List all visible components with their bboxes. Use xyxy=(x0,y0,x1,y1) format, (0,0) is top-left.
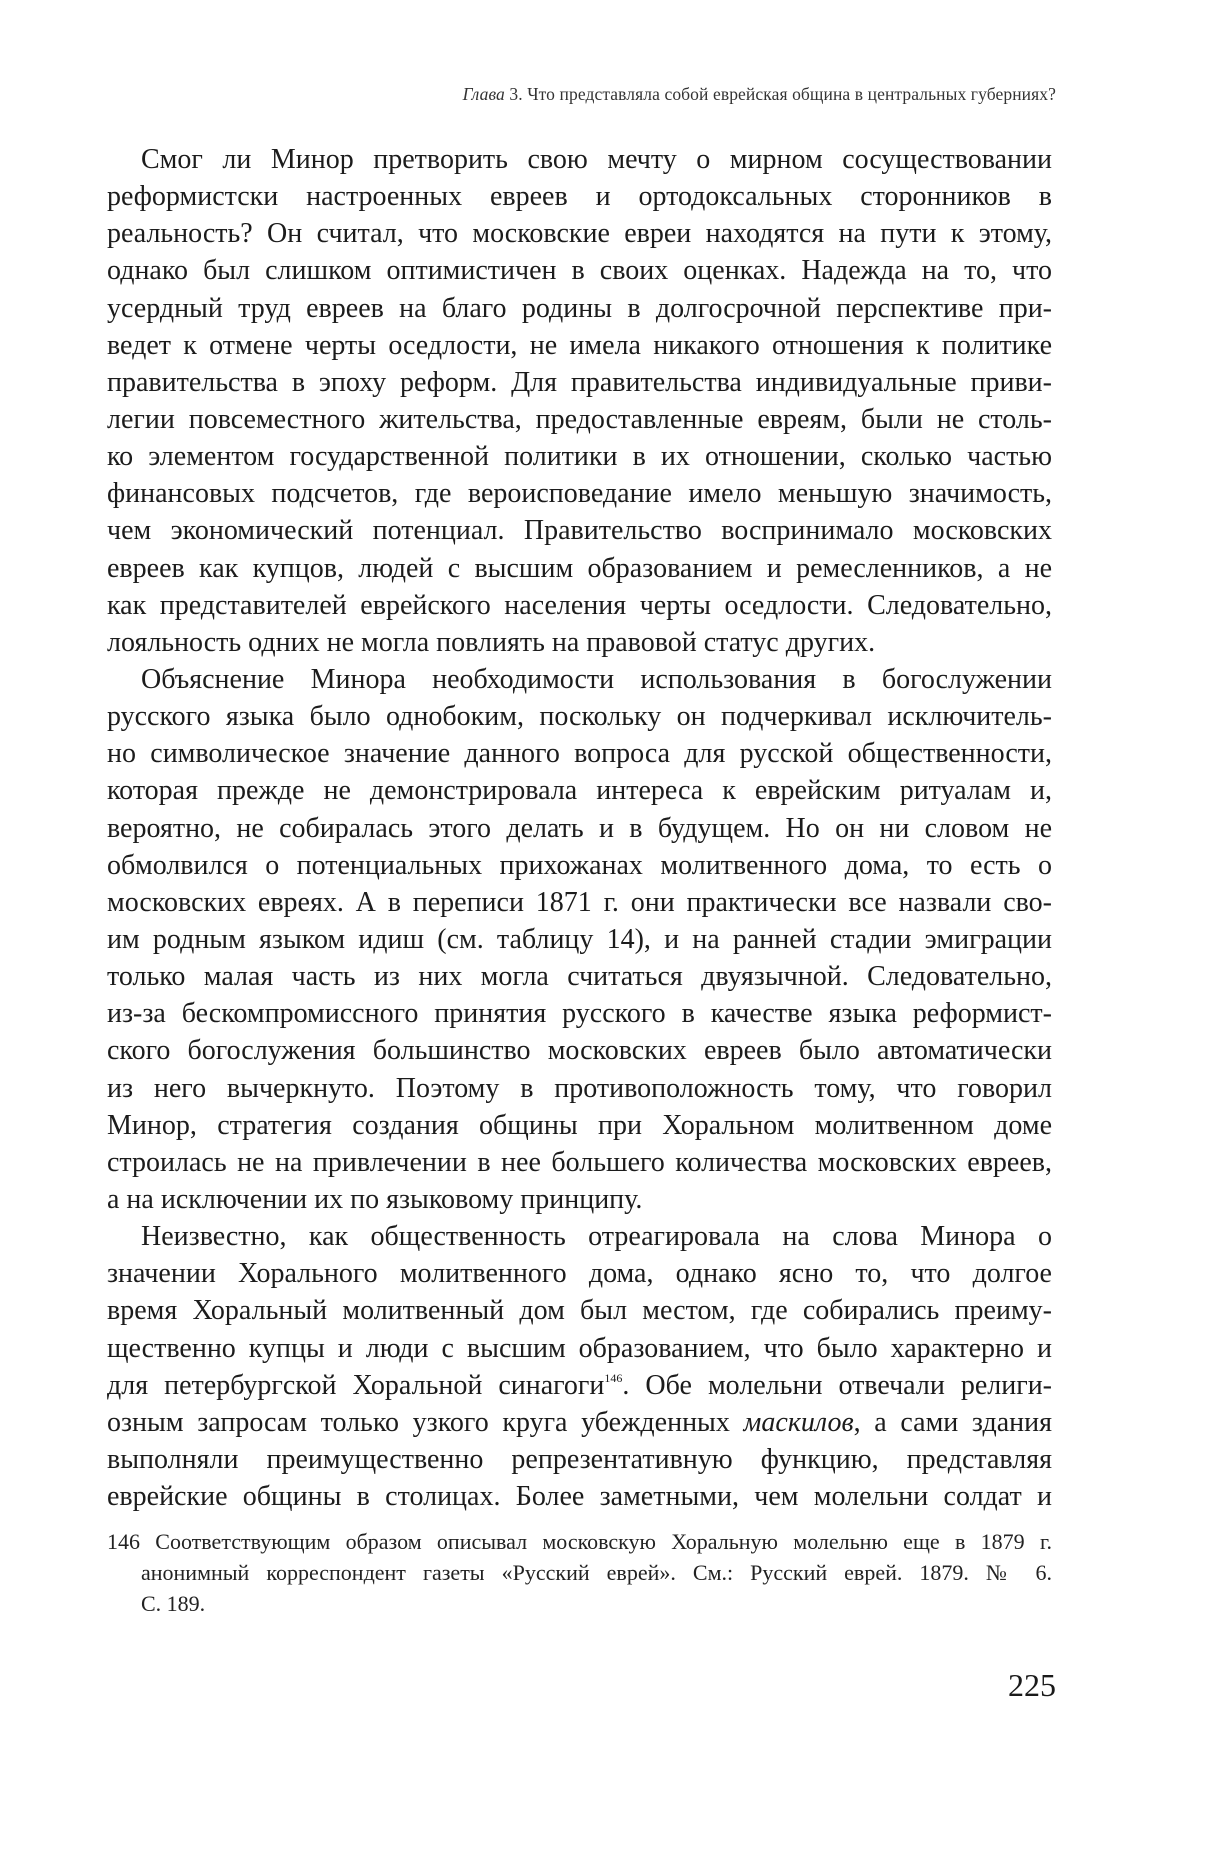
paragraph-3-line: выполняли преимущественно репрезентативную функцию, представляя xyxy=(107,1443,1052,1475)
paragraph-1-line: правительства в эпоху реформ. Для правительства индивидуальные приви- xyxy=(107,366,1052,398)
line-text: для петербургской Хоральной синагоги xyxy=(107,1369,605,1401)
paragraph-3-line: время Хоральный молитвенный дом был местом, где собирались преиму- xyxy=(107,1295,1052,1327)
paragraph-1-line: как представителей еврейского населения черты оседлости. Следовательно, xyxy=(107,589,1052,621)
paragraph-2-line: но символическое значение данного вопроса для русской общественности, xyxy=(107,738,1052,770)
paragraph-3-line: еврейские общины в столицах. Более заметными, чем молельни солдат и xyxy=(107,1481,1052,1513)
paragraph-2-line: обмолвился о потенциальных прихожанах молитвенного дома, то есть о xyxy=(107,849,1052,881)
footnote-line: анонимный корреспондент газеты «Русский еврей». См.: Русский еврей. 1879. № 6. xyxy=(141,1560,1052,1585)
footnote xyxy=(107,1526,1052,1619)
paragraph-2-line: им родным языком идиш (см. таблицу 14), и на ранней стадии эмиграции xyxy=(107,923,1052,955)
paragraph-3-line: Неизвестно, как общественность отреагировала на слова Минора о xyxy=(141,1221,1052,1253)
running-head-title: 3. Что представляла собой еврейская община в центральных губерниях? xyxy=(504,84,1056,104)
footnote-reference[interactable]: 146 xyxy=(604,1370,623,1385)
italic-term: маскилов xyxy=(743,1406,854,1438)
footnote-line: С. 189. xyxy=(141,1591,206,1616)
paragraph-1-line: финансовых подсчетов, где вероисповедание имело меньшую значимость, xyxy=(107,478,1052,510)
page-number: 225 xyxy=(1008,1667,1056,1703)
paragraph-2-line: русского языка было однобоким, поскольку он подчеркивал исключитель- xyxy=(107,701,1052,733)
paragraph-3-line-with-italic xyxy=(107,1404,1052,1441)
running-head-label: Глава xyxy=(462,84,505,104)
paragraph-2-line: вероятно, не собиралась этого делать и в будущем. Но он ни словом не xyxy=(107,812,1052,844)
running-head xyxy=(463,84,1056,105)
line-text: озным запросам только узкого круга убежденных xyxy=(107,1406,744,1438)
paragraph-1-line: легии повсеместного жительства, предоставленные евреям, были не столь- xyxy=(107,403,1052,435)
paragraph-3-line: значении Хорального молитвенного дома, однако ясно то, что долгое xyxy=(107,1258,1052,1290)
paragraph-1-line: реальность? Он считал, что московские евреи находятся на пути к этому, xyxy=(107,218,1052,250)
paragraph-1-line: ведет к отмене черты оседлости, не имела никакого отношения к политике xyxy=(107,329,1052,361)
body-text xyxy=(107,141,1052,1515)
paragraph-1-line: реформистски настроенных евреев и ортодоксальных сторонников в xyxy=(107,181,1052,213)
paragraph-1-line: усердный труд евреев на благо родины в долгосрочной перспективе при- xyxy=(107,292,1052,324)
paragraph-2-line: из него вычеркнуто. Поэтому в противоположность тому, что говорил xyxy=(107,1072,1052,1104)
paragraph-1-line: евреев как купцов, людей с высшим образованием и ремесленников, а не xyxy=(107,552,1052,584)
line-text: . Обе молельни отвечали религи- xyxy=(622,1369,1052,1401)
paragraph-2-line: Минор, стратегия создания общины при Хоральном молитвенном доме xyxy=(107,1109,1052,1141)
paragraph-2-line: из-за бескомпромиссного принятия русского в качестве языка реформист- xyxy=(107,998,1052,1030)
paragraph-2-line: только малая часть из них могла считаться двуязычной. Следовательно, xyxy=(107,961,1052,993)
paragraph-2-line: строилась не на привлечении в нее большего количества московских евреев, xyxy=(107,1146,1052,1178)
paragraph-1-line: ко элементом государственной политики в их отношении, сколько частью xyxy=(107,441,1052,473)
paragraph-1-line: лояльность одних не могла повлиять на правовой статус других. xyxy=(107,626,876,658)
paragraph-2-line: которая прежде не демонстрировала интереса к еврейским ритуалам и, xyxy=(107,775,1052,807)
paragraph-2-line: московских евреях. А в переписи 1871 г. они практически все назвали сво- xyxy=(107,886,1052,918)
paragraph-1-line: однако был слишком оптимистичен в своих оценках. Надежда на то, что xyxy=(107,255,1052,287)
paragraph-2-line: а на исключении их по языковому принципу. xyxy=(107,1183,643,1215)
footnote-line: 146 Соответствующим образом описывал московскую Хоральную молельню еще в 1879 г. xyxy=(107,1529,1052,1554)
paragraph-2-line: Объяснение Минора необходимости использования в богослужении xyxy=(141,663,1052,695)
paragraph-1-line: Смог ли Минор претворить свою мечту о мирном сосуществовании xyxy=(141,144,1052,175)
paragraph-3-line: щественно купцы и люди с высшим образованием, что было характерно и xyxy=(107,1332,1052,1364)
line-text: , а сами здания xyxy=(853,1406,1052,1438)
paragraph-3-line-with-note xyxy=(107,1367,1052,1404)
paragraph-2-line: ского богослужения большинство московских евреев было автоматически xyxy=(107,1035,1052,1067)
paragraph-1-line: чем экономический потенциал. Правительство воспринимало московских xyxy=(107,515,1052,547)
